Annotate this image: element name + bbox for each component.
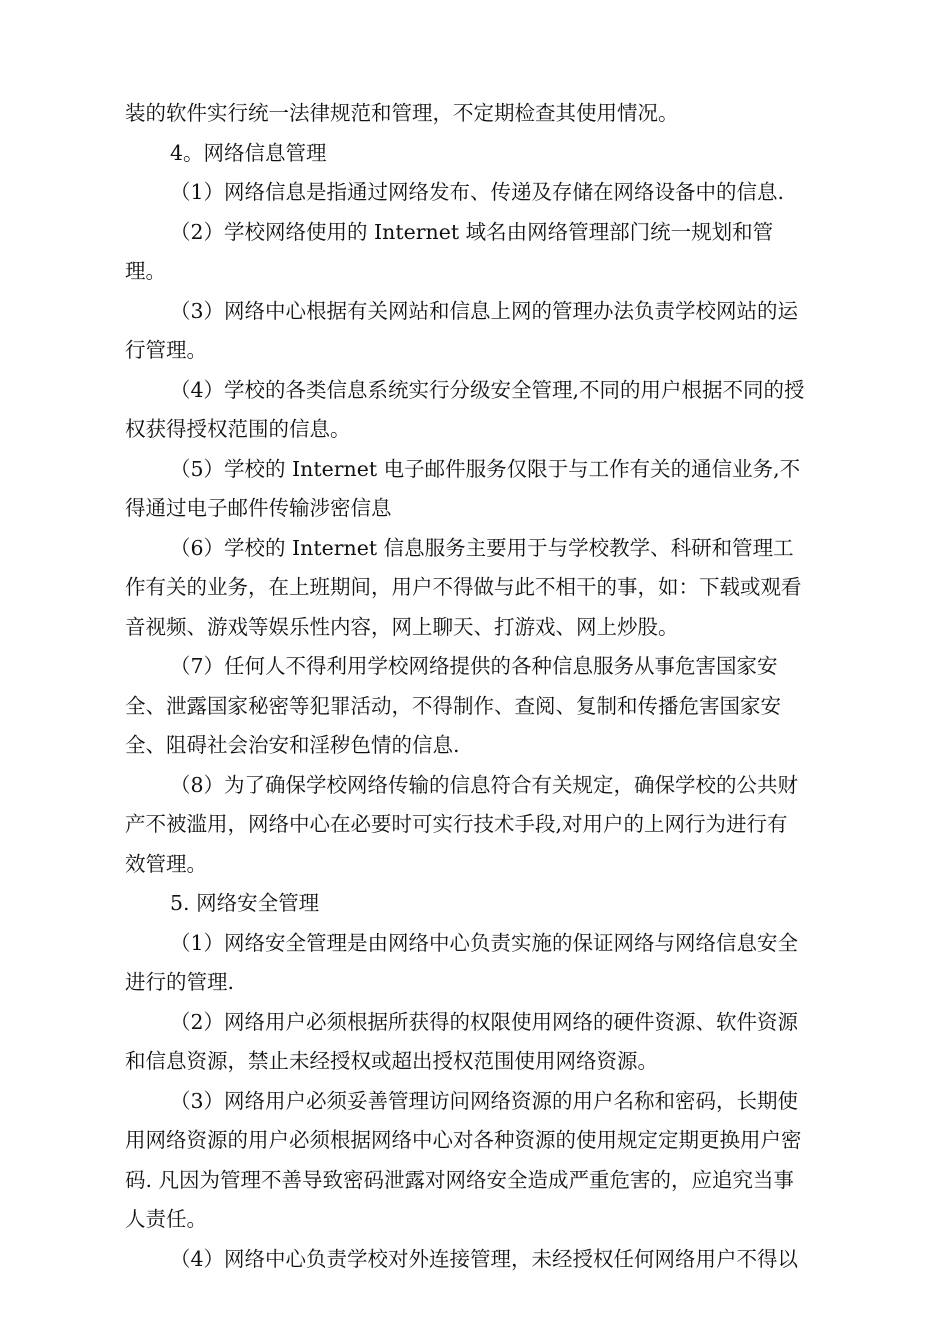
text-line: （4）网络中心负责学校对外连接管理，未经授权任何网络用户不得以 xyxy=(170,1246,799,1271)
text-line: （3）网络用户必须妥善管理访问网络资源的用户名称和密码，长期使 xyxy=(170,1088,799,1113)
paragraph xyxy=(125,1003,835,1082)
paragraph xyxy=(125,94,835,134)
text-line: （2）学校网络使用的 Internet 域名由网络管理部门统一规划和管 xyxy=(170,219,774,244)
paragraph xyxy=(125,884,835,924)
text-line: 进行的管理. xyxy=(125,970,235,994)
document-body xyxy=(125,94,835,1279)
paragraph xyxy=(125,450,835,529)
text-line: （1）网络安全管理是由网络中心负责实施的保证网络与网络信息安全 xyxy=(170,930,799,955)
text-line: 权获得授权范围的信息。 xyxy=(125,417,351,441)
paragraph xyxy=(125,213,835,292)
paragraph xyxy=(125,647,835,766)
paragraph xyxy=(125,371,835,450)
paragraph xyxy=(125,766,835,885)
text-line: （3）网络中心根据有关网站和信息上网的管理办法负责学校网站的运 xyxy=(170,298,799,323)
text-line: 效管理。 xyxy=(125,851,207,876)
text-line: 音视频、游戏等娱乐性内容，网上聊天、打游戏、网上炒股。 xyxy=(125,614,679,639)
text-line: （1）网络信息是指通过网络发布、传递及存储在网络设备中的信息. xyxy=(170,180,785,204)
paragraph xyxy=(125,292,835,371)
text-line: （8）为了确保学校网络传输的信息符合有关规定，确保学校的公共财 xyxy=(170,772,799,797)
paragraph xyxy=(125,1240,835,1280)
text-line: 得通过电子邮件传输涉密信息 xyxy=(125,496,392,520)
text-line: 作有关的业务，在上班期间，用户不得做与此不相干的事，如：下载或观看 xyxy=(125,575,802,599)
text-line: 装的软件实行统一法律规范和管理，不定期检查其使用情况。 xyxy=(125,101,679,125)
paragraph xyxy=(125,173,835,213)
text-line: （2）网络用户必须根据所获得的权限使用网络的硬件资源、软件资源 xyxy=(170,1009,799,1034)
text-line: 和信息资源，禁止未经授权或超出授权范围使用网络资源。 xyxy=(125,1049,658,1073)
text-line: （4）学校的各类信息系统实行分级安全管理,不同的用户根据不同的授 xyxy=(170,377,805,402)
text-line: （6）学校的 Internet 信息服务主要用于与学校教学、科研和管理工 xyxy=(170,535,794,560)
text-line: 行管理。 xyxy=(125,338,207,362)
paragraph xyxy=(125,924,835,1003)
paragraph xyxy=(125,134,835,174)
text-line: （5）学校的 Internet 电子邮件服务仅限于与工作有关的通信业务,不 xyxy=(170,456,801,481)
text-line: 产不被滥用，网络中心在必要时可实行技术手段,对用户的上网行为进行有 xyxy=(125,812,788,836)
text-line: 人责任。 xyxy=(125,1207,207,1231)
text-line: 码. 凡因为管理不善导致密码泄露对网络安全造成严重危害的，应追究当事 xyxy=(125,1167,795,1192)
paragraph xyxy=(125,1082,835,1240)
paragraph xyxy=(125,529,835,648)
text-line: 4。网络信息管理 xyxy=(170,140,327,165)
text-line: 全、阻碍社会治安和淫秽色情的信息. xyxy=(125,733,460,757)
text-line: 理。 xyxy=(125,259,166,283)
text-line: 5. 网络安全管理 xyxy=(170,891,320,915)
text-line: 全、泄露国家秘密等犯罪活动，不得制作、查阅、复制和传播危害国家安 xyxy=(125,693,781,718)
text-line: （7）任何人不得利用学校网络提供的各种信息服务从事危害国家安 xyxy=(170,654,778,678)
text-line: 用网络资源的用户必须根据网络中心对各种资源的使用规定定期更换用户密 xyxy=(125,1128,802,1152)
